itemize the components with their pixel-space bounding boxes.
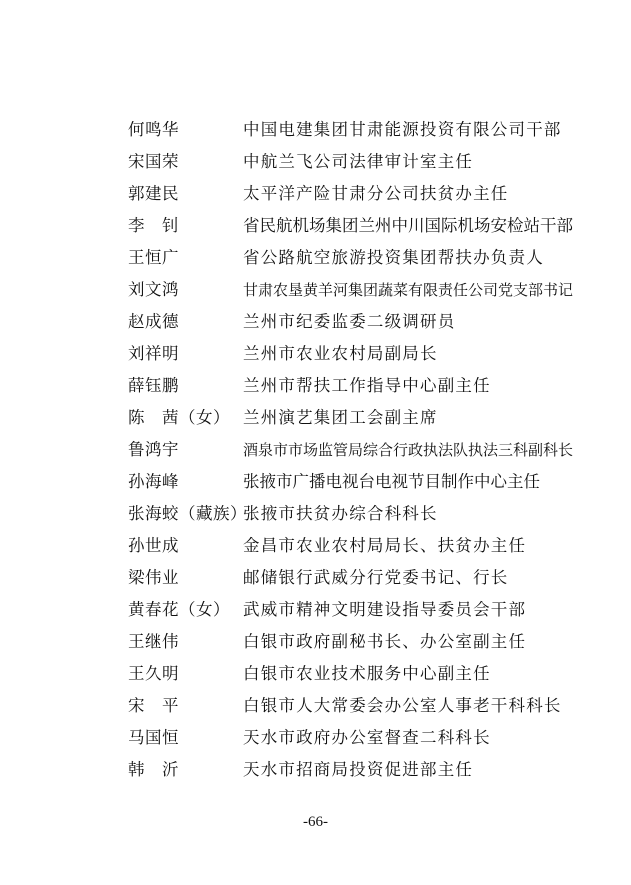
person-position: 天水市招商局投资促进部主任 xyxy=(243,760,474,779)
person-position: 兰州市纪委监委二级调研员 xyxy=(243,312,456,331)
list-item xyxy=(128,434,598,466)
person-name: 陈 茜（女） xyxy=(128,408,230,427)
person-name: 宋 平 xyxy=(128,696,179,715)
list-item xyxy=(128,402,598,434)
list-item xyxy=(128,530,598,562)
person-position: 白银市农业技术服务中心副主任 xyxy=(243,664,491,683)
person-name: 张海蛟（藏族） xyxy=(128,504,247,523)
person-position: 兰州市农业农村局副局长 xyxy=(243,344,438,363)
person-name: 宋国荣 xyxy=(128,152,179,171)
person-name: 何鸣华 xyxy=(128,120,179,139)
person-position: 张掖市扶贫办综合科科长 xyxy=(243,504,438,523)
person-name: 梁伟业 xyxy=(128,568,179,587)
person-position: 省民航机场集团兰州中川国际机场安检站干部 xyxy=(243,216,573,235)
list-item xyxy=(128,146,598,178)
person-name: 鲁鸿宇 xyxy=(128,440,179,459)
person-position: 兰州市帮扶工作指导中心副主任 xyxy=(243,376,491,395)
list-item xyxy=(128,594,598,626)
person-name: 王恒广 xyxy=(128,248,179,267)
person-name: 刘祥明 xyxy=(128,344,179,363)
list-item xyxy=(128,466,598,498)
list-item xyxy=(128,626,598,658)
person-position: 白银市人大常委会办公室人事老干科科长 xyxy=(243,696,562,715)
list-item xyxy=(128,498,598,530)
list-item xyxy=(128,178,598,210)
list-item xyxy=(128,210,598,242)
person-name: 赵成德 xyxy=(128,312,179,331)
person-position: 天水市政府办公室督查二科科长 xyxy=(243,728,491,747)
person-position: 太平洋产险甘肃分公司扶贫办主任 xyxy=(243,184,509,203)
person-position: 中国电建集团甘肃能源投资有限公司干部 xyxy=(243,120,562,139)
list-item xyxy=(128,114,598,146)
list-item xyxy=(128,306,598,338)
person-position: 邮储银行武威分行党委书记、行长 xyxy=(243,568,509,587)
person-name: 黄春花（女） xyxy=(128,600,230,619)
person-name: 郭建民 xyxy=(128,184,179,203)
person-name: 韩 沂 xyxy=(128,760,179,779)
list-item xyxy=(128,338,598,370)
person-name: 李 钊 xyxy=(128,216,179,235)
list-item xyxy=(128,722,598,754)
person-name: 王久明 xyxy=(128,664,179,683)
list-item xyxy=(128,690,598,722)
page-number: -66- xyxy=(303,814,328,830)
list-item xyxy=(128,658,598,690)
person-name: 孙海峰 xyxy=(128,472,179,491)
person-position: 武威市精神文明建设指导委员会干部 xyxy=(243,600,527,619)
person-position: 白银市政府副秘书长、办公室副主任 xyxy=(243,632,527,651)
person-name: 马国恒 xyxy=(128,728,179,747)
person-name: 刘文鸿 xyxy=(128,280,179,299)
name-list xyxy=(128,114,598,786)
person-name: 王继伟 xyxy=(128,632,179,651)
list-item xyxy=(128,562,598,594)
list-item xyxy=(128,242,598,274)
person-position: 兰州演艺集团工会副主席 xyxy=(243,408,438,427)
person-position: 甘肃农垦黄羊河集团蔬菜有限责任公司党支部书记 xyxy=(243,281,574,299)
person-position: 省公路航空旅游投资集团帮扶办负责人 xyxy=(243,248,544,267)
person-position: 中航兰飞公司法律审计室主任 xyxy=(243,152,474,171)
list-item xyxy=(128,274,598,306)
person-position: 金昌市农业农村局局长、扶贫办主任 xyxy=(243,536,527,555)
person-position: 酒泉市市场监管局综合行政执法队执法三科副科长 xyxy=(243,441,574,459)
list-item xyxy=(128,754,598,786)
list-item xyxy=(128,370,598,402)
person-position: 张掖市广播电视台电视节目制作中心主任 xyxy=(243,472,540,491)
person-name: 孙世成 xyxy=(128,536,179,555)
person-name: 薛钰鹏 xyxy=(128,376,179,395)
